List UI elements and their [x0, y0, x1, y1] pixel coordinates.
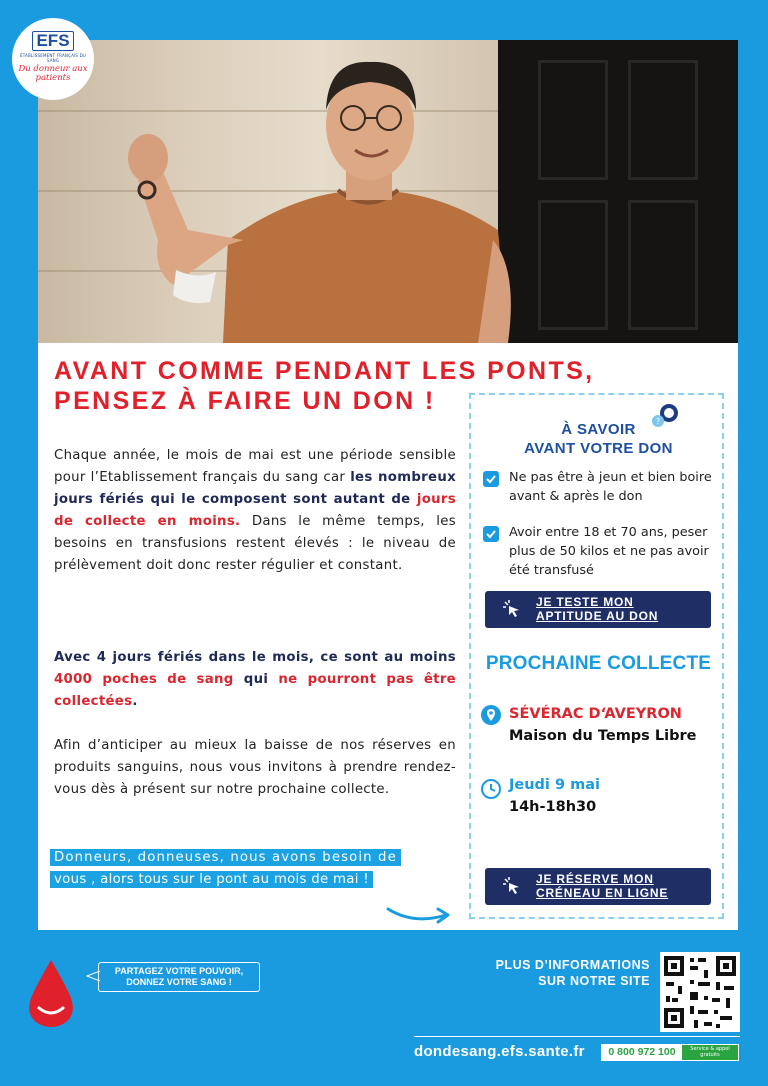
- share-line2: DONNEZ VOTRE SANG !: [126, 977, 232, 987]
- collecte-date: Jeudi 9 mai: [509, 777, 600, 793]
- paragraph-1: [54, 445, 456, 577]
- blood-drop-icon: [25, 958, 77, 1028]
- check-icon: [483, 526, 499, 542]
- prochaine-collecte-title: PROCHAINE COLLECTE: [485, 653, 712, 674]
- p1-rest: Dans le même temps, les besoins en transfusions restent élevés : le niveau de prélèvement doit donc rester régulier et constant.: [54, 514, 456, 573]
- arrow-icon: [384, 901, 454, 927]
- highlight-line2: vous , alors tous sur le pont au mois de mai !: [50, 871, 373, 888]
- check-item: [483, 468, 719, 506]
- highlight-line1: Donneurs, donneuses, nous avons besoin de: [50, 849, 401, 866]
- test-aptitude-button[interactable]: [485, 591, 711, 628]
- p2-red-number: 4000 poches de sang: [54, 672, 234, 687]
- check-text: Ne pas être à jeun et bien boire avant & après le don: [509, 470, 712, 504]
- logo-acronym: EFS: [32, 31, 73, 51]
- share-line1: PARTAGEZ VOTRE POUVOIR,: [114, 966, 244, 976]
- plus-info: [470, 957, 650, 989]
- website-link[interactable]: dondesang.efs.sante.fr: [414, 1043, 585, 1060]
- savoir-line2: AVANT VOTRE DON: [524, 440, 673, 457]
- phone-note: Service & appel gratuits: [682, 1045, 738, 1060]
- logo-fullname: ÉTABLISSEMENT FRANÇAIS DU SANG: [19, 53, 86, 63]
- headline-line1: AVANT COMME PENDANT LES PONTS,: [54, 357, 595, 385]
- logo-tagline: Du donneur aux patients: [18, 64, 88, 83]
- highlight-text: [50, 847, 458, 891]
- clock-icon: [481, 779, 501, 799]
- svg-text:?: ?: [655, 417, 661, 426]
- p1-intro: Chaque année, le mois de mai est une période sensible pour l’Etablissement français du sang car: [54, 448, 456, 485]
- content-card: [38, 343, 738, 930]
- pointer-click-icon: [501, 875, 523, 897]
- phone-number: 0 800 972 100: [602, 1045, 682, 1060]
- savoir-title: [471, 420, 726, 458]
- headline-line2: PENSEZ À FAIRE UN DON !: [54, 387, 436, 415]
- collecte-time: 14h-18h30: [509, 799, 597, 815]
- reserve-slot-button[interactable]: [485, 868, 711, 905]
- p2-period: .: [132, 694, 138, 709]
- p1-red: jours de collecte en moins.: [54, 492, 456, 529]
- qr-code[interactable]: [660, 952, 740, 1032]
- p2-bold: Avec 4 jours fériés dans le mois, ce sont au moins: [54, 650, 456, 665]
- p2-red-end: ne pourront pas être collectées: [54, 672, 456, 709]
- plus-line1: PLUS D’INFORMATIONS: [495, 958, 650, 972]
- check-text: Avoir entre 18 et 70 ans, peser plus de 50 kilos et ne pas avoir été transfusé: [509, 525, 709, 578]
- hero-photo: [38, 40, 738, 343]
- savoir-line1: À SAVOIR: [561, 421, 636, 438]
- p2-qui: qui: [233, 672, 279, 687]
- collecte-venue: Maison du Temps Libre: [509, 728, 697, 744]
- phone-badge[interactable]: [601, 1044, 739, 1061]
- paragraph-2: [54, 647, 456, 713]
- share-badge: [98, 962, 260, 992]
- pointer-click-icon: [501, 598, 523, 620]
- paragraph-3: Afin d’anticiper au mieux la baisse de nos réserves en produits sanguins, nous vous invitons à prendre rendez-vous dès à présent sur notre prochaine collecte.: [54, 738, 456, 797]
- reserve-button-line2: CRÉNEAU EN LIGNE: [536, 886, 669, 900]
- collecte-location: SÉVÉRAC D‘AVEYRON: [509, 706, 682, 722]
- info-box: [469, 393, 724, 919]
- footer-divider: [414, 1036, 740, 1037]
- qr-pattern: [660, 952, 740, 1032]
- reserve-button-line1: JE RÉSERVE MON: [536, 872, 654, 886]
- p1-bold: les nombreux jours fériés qui le composent sont autant de: [54, 470, 456, 507]
- test-button-line1: JE TESTE MON: [536, 595, 634, 609]
- efs-logo: [14, 20, 92, 98]
- check-icon: [483, 471, 499, 487]
- man-flexing-illustration: [38, 40, 738, 343]
- plus-line2: SUR NOTRE SITE: [538, 974, 650, 988]
- test-button-line2: APTITUDE AU DON: [536, 609, 659, 623]
- check-item: [483, 523, 719, 580]
- location-pin-icon: [481, 705, 501, 725]
